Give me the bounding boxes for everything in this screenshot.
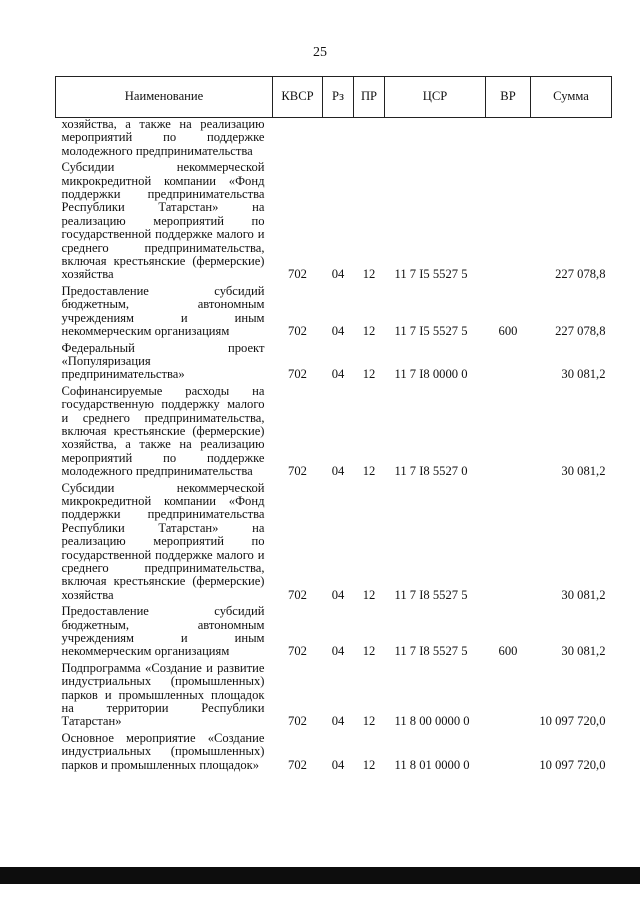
row-vr: 600 xyxy=(498,644,518,659)
header-rz: Рз xyxy=(323,77,354,118)
row-rz: 04 xyxy=(331,644,345,659)
row-pr: 12 xyxy=(362,644,376,659)
row-pr: 12 xyxy=(362,464,376,479)
row-csr: 11 7 I8 5527 5 xyxy=(394,587,468,602)
row-vr: 600 xyxy=(498,324,518,339)
row-name: Предоставление субсидий бюджетным, автономным учреждениям и иным некоммерческим организациям xyxy=(61,604,265,659)
table-row xyxy=(56,118,612,162)
row-kvsr: 702 xyxy=(288,267,307,282)
table-row xyxy=(56,285,612,342)
table-row xyxy=(56,732,612,775)
row-csr: 11 8 00 0000 0 xyxy=(394,714,470,729)
row-sum: 10 097 720,0 xyxy=(539,757,606,772)
row-kvsr: 702 xyxy=(288,324,307,339)
row-name: Субсидии некоммерческой микрокредитной компании «Фонд поддержки предпринимательства Республики Татарстан» на реализацию мероприятий по государственной поддержке малого и среднего предпринимательства, включая крестьянские (фермерские) хозяйства xyxy=(61,160,265,282)
row-sum: 227 078,8 xyxy=(555,324,606,339)
row-vr xyxy=(486,342,531,385)
row-rz: 04 xyxy=(331,714,345,729)
row-kvsr: 702 xyxy=(288,367,307,382)
row-csr: 11 8 01 0000 0 xyxy=(394,757,470,772)
row-vr xyxy=(486,662,531,732)
row-sum: 10 097 720,0 xyxy=(539,714,606,729)
row-csr: 11 7 I5 5527 5 xyxy=(394,324,468,339)
scan-edge-bar xyxy=(0,867,640,884)
row-vr xyxy=(486,161,531,285)
row-name: Софинансируемые расходы на государственную поддержку малого и среднего предпринимательства, включая крестьянские (фермерские) хозяйства, а также на реализацию мероприятий по поддержке молодежного предпринимательства xyxy=(61,383,265,479)
row-kvsr: 702 xyxy=(288,587,307,602)
row-csr: 11 7 I8 5527 0 xyxy=(394,464,468,479)
row-rz xyxy=(323,118,354,162)
row-sum: 30 081,2 xyxy=(561,587,606,602)
table-row xyxy=(56,605,612,662)
row-kvsr: 702 xyxy=(288,644,307,659)
row-rz: 04 xyxy=(331,464,345,479)
row-kvsr: 702 xyxy=(288,714,307,729)
row-vr xyxy=(486,385,531,482)
header-vr: ВР xyxy=(486,77,531,118)
row-sum: 227 078,8 xyxy=(555,267,606,282)
row-sum: 30 081,2 xyxy=(561,464,606,479)
row-name: хозяйства, а также на реализацию мероприятий по поддержке молодежного предпринимательства xyxy=(61,117,265,158)
row-pr: 12 xyxy=(362,267,376,282)
row-vr xyxy=(486,732,531,775)
row-pr: 12 xyxy=(362,757,376,772)
header-row xyxy=(56,77,612,118)
table-row xyxy=(56,482,612,606)
header-name: Наименование xyxy=(56,77,273,118)
row-vr xyxy=(486,482,531,606)
row-pr: 12 xyxy=(362,587,376,602)
header-sum: Сумма xyxy=(531,77,612,118)
row-pr: 12 xyxy=(362,367,376,382)
budget-table xyxy=(55,76,612,775)
table-row xyxy=(56,161,612,285)
page-number: 25 xyxy=(313,45,327,60)
row-name: Основное мероприятие «Создание индустриальных (промышленных) парков и промышленных площадок» xyxy=(61,730,265,772)
row-vr xyxy=(486,118,531,162)
row-rz: 04 xyxy=(331,757,345,772)
row-pr xyxy=(354,118,385,162)
header-csr: ЦСР xyxy=(385,77,486,118)
header-kvsr: КВСР xyxy=(273,77,323,118)
row-name: Подпрограмма «Создание и развитие индустриальных (промышленных) парков и промышленных площадок на территории Республики Татарстан» xyxy=(61,660,265,729)
row-sum xyxy=(531,118,612,162)
row-csr: 11 7 I8 5527 5 xyxy=(394,644,468,659)
row-csr xyxy=(385,118,486,162)
row-rz: 04 xyxy=(331,587,345,602)
row-name: Субсидии некоммерческой микрокредитной компании «Фонд поддержки предпринимательства Республики Татарстан» на реализацию мероприятий по государственной поддержке малого и среднего предпринимательства, включая крестьянские (фермерские) хозяйства xyxy=(61,480,265,602)
header-pr: ПР xyxy=(354,77,385,118)
table-row xyxy=(56,342,612,385)
row-kvsr xyxy=(273,118,323,162)
table-row xyxy=(56,662,612,732)
row-pr: 12 xyxy=(362,324,376,339)
row-rz: 04 xyxy=(331,367,345,382)
row-kvsr: 702 xyxy=(288,757,307,772)
row-rz: 04 xyxy=(331,267,345,282)
row-name: Предоставление субсидий бюджетным, автономным учреждениям и иным некоммерческим организациям xyxy=(61,283,265,339)
row-sum: 30 081,2 xyxy=(561,367,606,382)
row-csr: 11 7 I5 5527 5 xyxy=(394,267,468,282)
row-rz: 04 xyxy=(331,324,345,339)
row-kvsr: 702 xyxy=(288,464,307,479)
row-name: Федеральный проект «Популяризация предпринимательства» xyxy=(61,340,265,382)
row-csr: 11 7 I8 0000 0 xyxy=(394,367,468,382)
row-sum: 30 081,2 xyxy=(561,644,606,659)
row-pr: 12 xyxy=(362,714,376,729)
table-row xyxy=(56,385,612,482)
